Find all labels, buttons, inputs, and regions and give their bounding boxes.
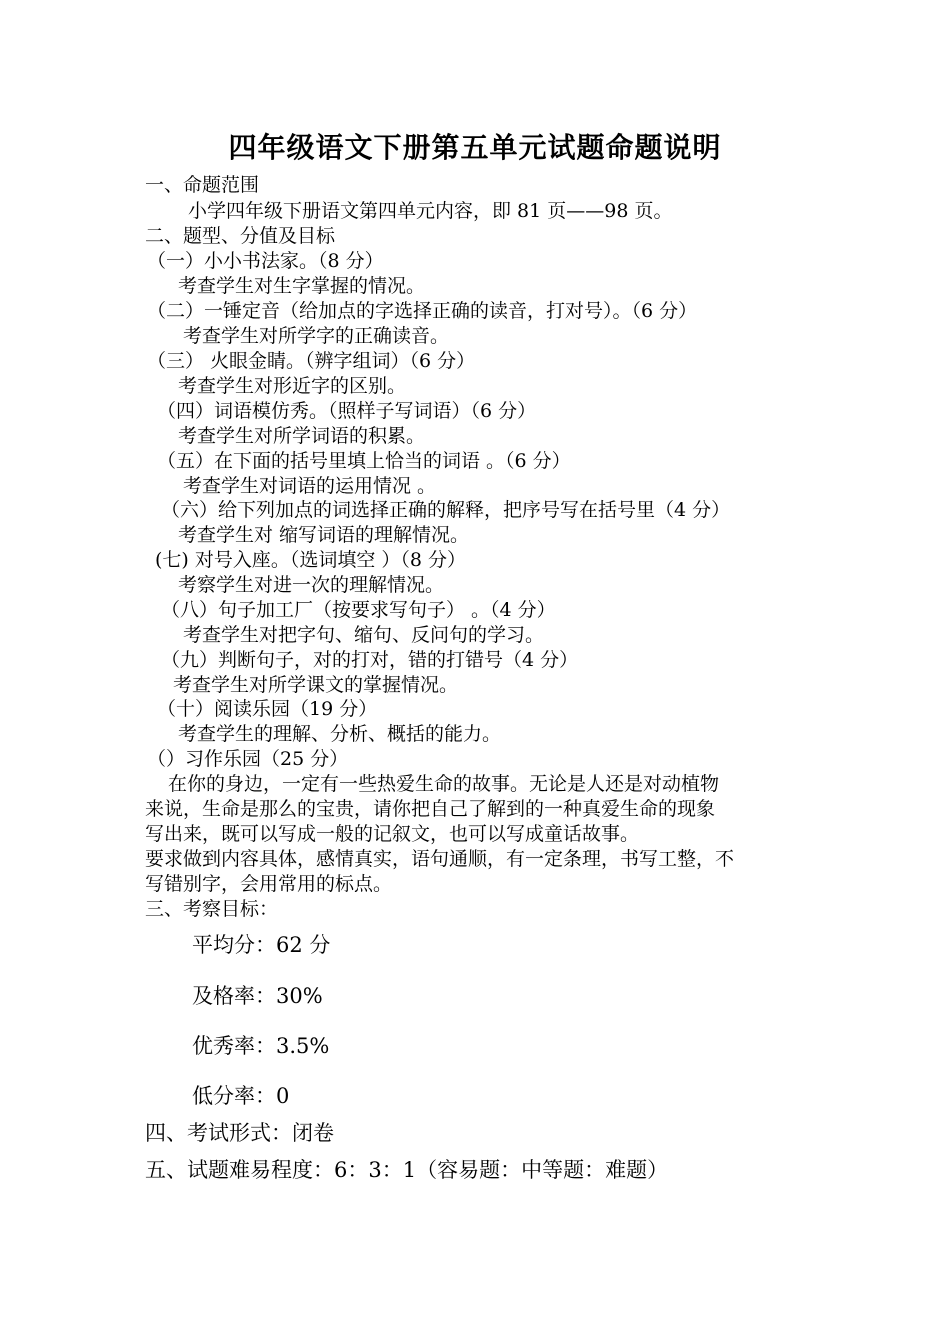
difficulty-ratio: 五、试题难易程度：6：3：1（容易题：中等题：难题） [145,1158,669,1182]
item-label: （八）句子加工厂（按要求写句子） 。（4 分） [161,599,556,621]
item-label: （四）词语模仿秀。（照样子写词语）（6 分） [157,400,537,422]
target-excellent-rate: 优秀率：3.5% [192,1034,330,1058]
section-heading: 二、题型、分值及目标 [145,225,336,247]
item-label: （六）给下列加点的词选择正确的解释，把序号写在括号里（4 分） [161,499,731,521]
item-description: 考察学生对进一次的理解情况。 [178,574,445,596]
item-description: 考查学生对 缩写词语的理解情况。 [178,524,470,546]
item-description: 考查学生对生字掌握的情况。 [178,275,426,297]
composition-line: 来说，生命是那么的宝贵，请你把自己了解到的一种真爱生命的现象 [145,798,716,820]
item-label: （五）在下面的括号里填上恰当的词语 。（6 分） [157,450,571,472]
item-label: （三） 火眼金睛。（辨字组词）（6 分） [147,350,476,372]
item-label: （一）小小书法家。（8 分） [147,250,384,272]
composition-label: （）习作乐园（25 分） [147,748,349,770]
composition-line: 写错别字，会用常用的标点。 [145,873,393,895]
item-description: 考查学生的理解、分析、概括的能力。 [178,723,502,745]
composition-line: 在你的身边，一定有一些热爱生命的故事。无论是人还是对动植物 [168,773,720,795]
target-pass-rate: 及格率：30% [192,984,323,1008]
item-label: (七) 对号入座。（选词填空 ）（8 分） [155,549,467,571]
item-description: 考查学生对形近字的区别。 [178,375,407,397]
exam-format: 四、考试形式：闭卷 [145,1121,334,1145]
item-description: 考查学生对词语的运用情况 。 [183,475,437,497]
target-average-score: 平均分：62 分 [192,933,331,957]
composition-line: 要求做到内容具体，感情真实，语句通顺，有一定条理，书写工整，不 [145,848,735,870]
item-label: （九）判断句子，对的打对，错的打错号（4 分） [161,649,579,671]
item-description: 考查学生对把字句、缩句、反问句的学习。 [183,624,545,646]
section-text: 小学四年级下册语文第四单元内容，即 81 页——98 页。 [188,200,673,222]
composition-line: 写出来，既可以写成一般的记叙文，也可以写成童话故事。 [145,823,640,845]
section-heading: 三、考察目标： [145,898,279,920]
target-low-score-rate: 低分率：0 [192,1084,290,1108]
item-description: 考查学生对所学词语的积累。 [178,425,426,447]
item-label: （二）一锤定音（给加点的字选择正确的读音，打对号）。（6 分） [147,300,698,322]
item-description: 考查学生对所学课文的掌握情况。 [173,674,459,696]
item-label: （十）阅读乐园（19 分） [157,698,378,720]
document-title: 四年级语文下册第五单元试题命题说明 [228,131,722,164]
section-heading: 一、命题范围 [145,174,260,196]
item-description: 考查学生对所学字的正确读音。 [183,325,450,347]
